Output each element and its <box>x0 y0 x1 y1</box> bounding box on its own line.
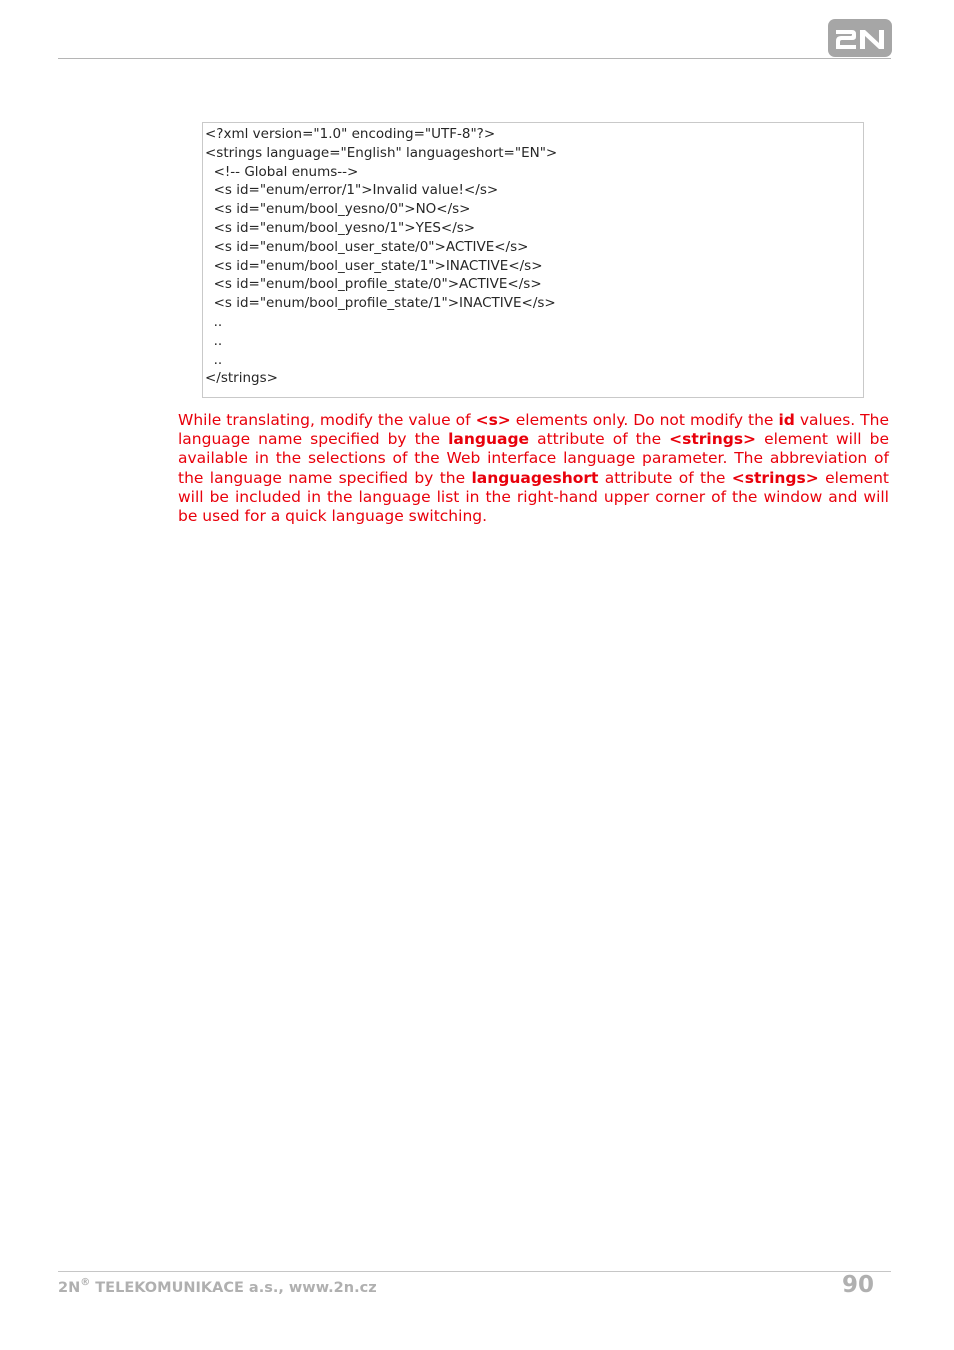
para-text: attribute of the <box>529 430 670 449</box>
header-rule <box>58 58 891 59</box>
para-bold: <strings> <box>669 430 757 449</box>
para-text: attribute of the <box>598 468 732 487</box>
code-line: <s id="enum/bool_yesno/1">YES</s> <box>205 219 476 236</box>
code-line: <s id="enum/bool_yesno/0">NO</s> <box>205 201 471 218</box>
code-line: <s id="enum/bool_profile_state/1">INACTIVE</s> <box>205 295 556 312</box>
para-text: values. The language name specified by the <box>178 411 889 449</box>
code-line: <s id="enum/error/1">Invalid value!</s> <box>205 182 499 199</box>
code-line: <s id="enum/bool_user_state/0">ACTIVE</s> <box>205 238 529 255</box>
para-bold: language <box>448 430 530 449</box>
code-line: .. <box>205 351 223 368</box>
xml-code-block <box>202 122 864 398</box>
registered-mark: ® <box>80 1277 91 1288</box>
footer-company-rest: TELEKOMUNIKACE a.s., www.2n.cz <box>90 1279 377 1296</box>
code-line: .. <box>205 313 223 330</box>
para-text: element will be available in the selections of the Web interface language parameter. The abbreviation of the language name specified by the <box>178 430 889 487</box>
translation-instructions-paragraph <box>178 411 889 526</box>
footer-company <box>58 1278 377 1296</box>
code-line: .. <box>205 332 223 349</box>
2n-logo-icon <box>828 19 892 57</box>
2n-logo <box>828 19 892 57</box>
code-line: <strings language="English" languageshort="EN"> <box>205 144 558 161</box>
footer-company-prefix: 2N <box>58 1279 81 1296</box>
para-text: element will be included in the language list in the right-hand upper corner of the window and will be used for a quick language switching. <box>178 468 889 526</box>
code-line: <s id="enum/bool_profile_state/0">ACTIVE</s> <box>205 276 542 293</box>
code-line: <!-- Global enums--> <box>205 163 359 180</box>
page-number: 90 <box>841 1272 874 1298</box>
code-line: </strings> <box>205 370 278 387</box>
para-text: While translating, modify the value of <box>178 411 476 429</box>
para-bold: languageshort <box>471 468 599 487</box>
code-line: <?xml version="1.0" encoding="UTF-8"?> <box>205 126 496 142</box>
para-text: elements only. Do not modify the <box>510 411 779 429</box>
para-bold: <s> <box>475 411 511 429</box>
para-bold: <strings> <box>731 468 819 487</box>
para-bold: id <box>778 411 795 429</box>
code-line: <s id="enum/bool_user_state/1">INACTIVE</s> <box>205 257 543 274</box>
footer-rule <box>58 1271 891 1272</box>
